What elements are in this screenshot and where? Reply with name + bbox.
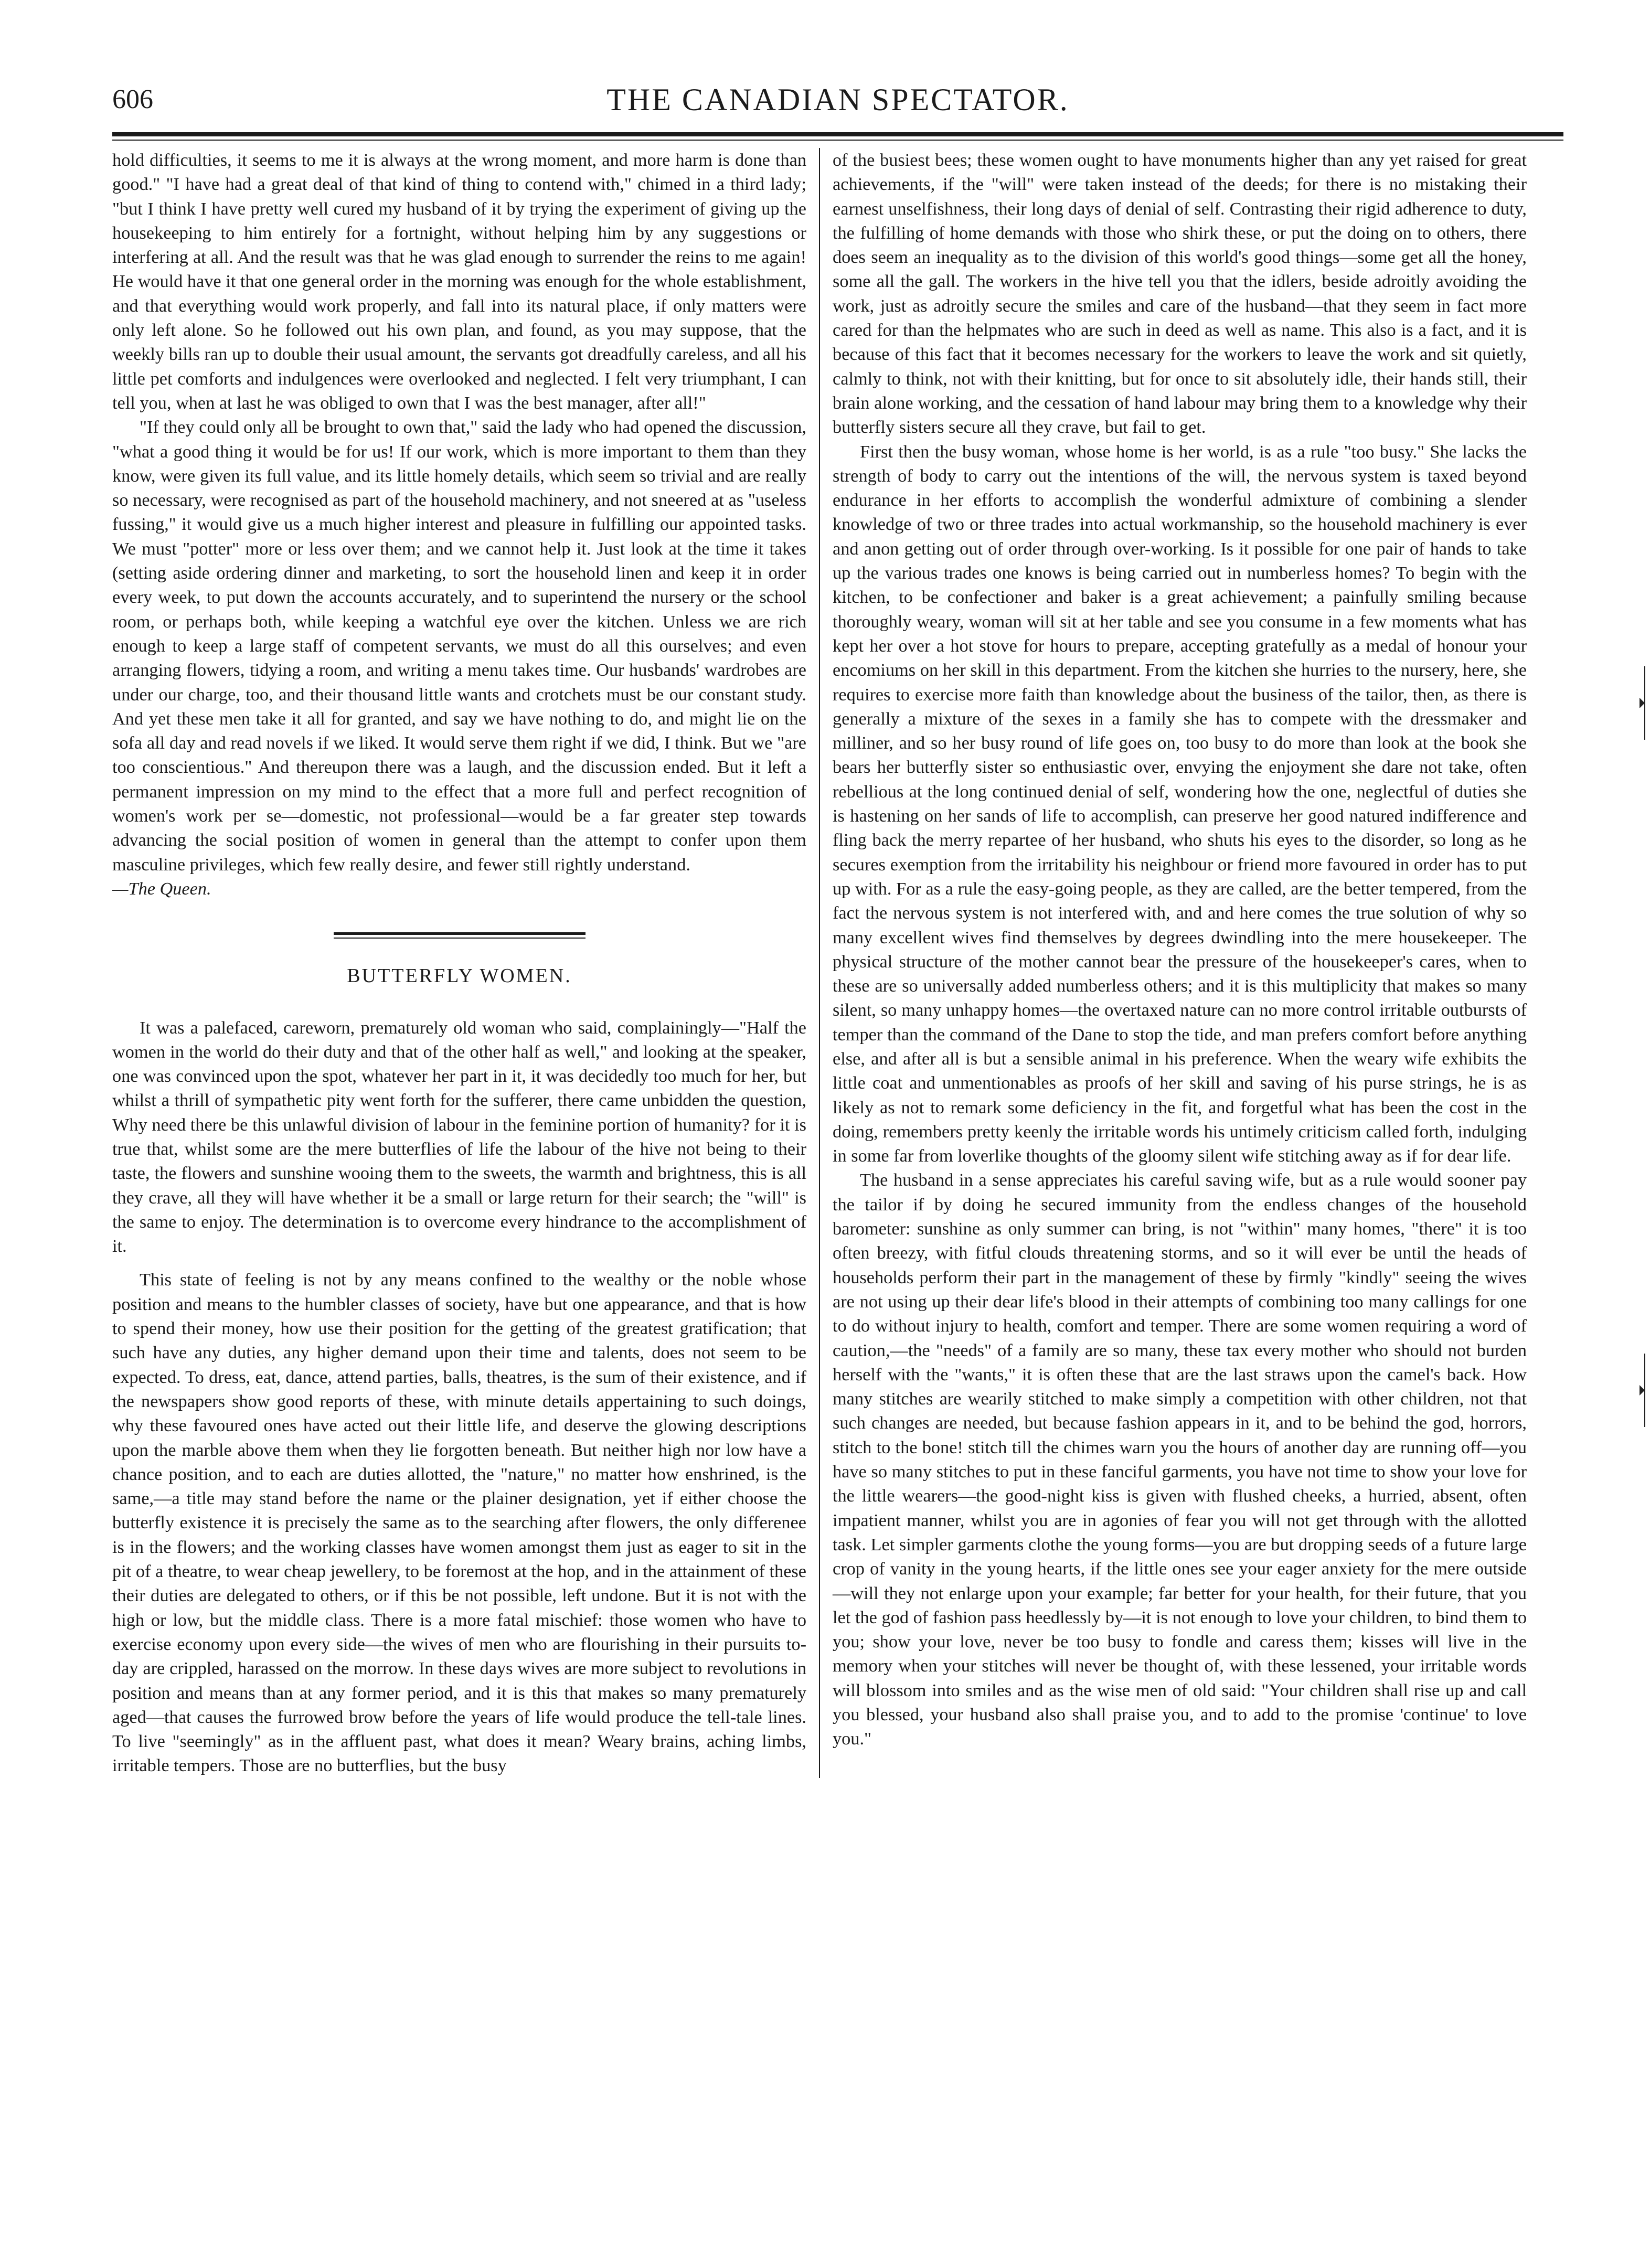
section-rule-thin [334,938,586,939]
page-header [112,79,1563,121]
paragraph: This state of feeling is not by any means confined to the wealthy or the noble whose position and means to the humbler classes of society, have but one appearance, and that is how to spend their money, how use their position for the getting of the greatest gratification; that such have any duties, any higher demand upon their time and talents, does not seem to be expected. To dress, eat, dance, attend parties, balls, theatres, is the sum of their existence, and if the newspapers show good reports of these, with minute details appertaining to such doings, why these favoured ones have acted out their little life, and deserve the glowing descriptions upon the marble above them when they lie forgotten beneath. But neither high nor low have a chance position, and to each are duties allotted, the "nature," no matter how enshrined, is the same,—a title may stand before the name or the plainer designation, yet if either choose the butterfly existence it is precisely the same as to the searching after flowers, the only differenee is in the flowers; and the working classes have women amongst them just as eager to sit in the pit of a theatre, to wear cheap jewellery, to be foremost at the hop, and in the attainment of these their duties are delegated to others, or if this be not possible, left undone. But it is not with the high or low, but the middle class. There is a more fatal mischief: those women who have to exercise economy upon every side—the wives of men who are flourishing in their pursuits to-day are crippled, harassed on the morrow. In these days wives are more subject to revolutions in position and means than at any former period, and it is this that makes so many prematurely aged—that causes the furrowed brow before the years of life would produce the tell-tale lines. To live "seemingly" as in the affluent past, what does it mean? Weary brains, aching limbs, irritable tempers. Those are no butterflies, but the busy [112,1270,806,1776]
masthead-title: THE CANADIAN SPECTATOR. [606,82,1069,117]
margin-mark [1635,1354,1650,1427]
paragraph: It was a palefaced, careworn, prematurely old woman who said, complainingly—"Half the women in the world do their duty and that of the other half as well," and looking at the speaker, one was convinced upon the spot, whatever her part in it, it was decidedly too much for her, but whilst a thrill of sympathetic pity went forth for the sufferer, there came unbidden the question, Why need there be this unlawful division of labour in the feminine portion of humanity? for it is true that, whilst some are the mere butterflies of life the labour of the hive not being to their taste, the flowers and sunshine wooing them to the sweets, the warmth and brightness, this is all they crave, all they will have whether it be a small or large return for their search; the "will" is the same to enjoy. The determination is to overcome every hindrance to the accomplishment of it. [112,1017,806,1257]
paragraph: First then the busy woman, whose home is her world, is as a rule "too busy." She lacks the strength of body to carry out the intentions of the will, the nervous system is taxed beyond endurance in her efforts to accomplish the wonderful admixture of combining a slender knowledge of two or three trades into actual workmanship, so the household machinery is ever and anon getting out of order through over-working. Is it possible for one pair of hands to take up the various trades one knows is being carried out in numberless homes? To begin with the kitchen, to be confectioner and baker is a great achievement; a painfully smiling because thoroughly weary, woman will sit at her table and see you consume in a few moments what has kept her over a hot stove for hours to prepare, accepting gratefully as a medal of honour your encomiums on her skill in this department. From the kitchen she hurries to the nursery, here, she requires to exercise more faith than knowledge about the business of the tailor, then, as there is generally a mixture of the sexes in a family she has to compete with the dressmaker and milliner, and so her busy round of life goes on, too busy to do more than look at the book she bears her butterfly sister so enthusiastic over, envying the enjoyment she dare not take, often rebellious at the long continued denial of self, wondering how the one, neglectful of duties she is hastening on her sands of life to accomplish, can preserve her good natured indifference and fling back the merry repartee of her husband, who shuts his eyes to the disorder, so long as he secures exemption from the irritability his neighbour or friend more favoured in order has to put up with. For as a rule the easy-going people, as they are called, are the better tempered, from the fact the nervous system is not interfered with, and and here comes the true solution of why so many excellent wives find themselves by degrees dwindling into the mere housekeeper. The physical structure of the mother cannot bear the pressure of the housekeeper's cares, when to these are so universally added numberless others; and it is this multiplicity that makes so many silent, so many unhappy homes—the overtaxed nature can no more control irritable outbursts of temper than the command of the Dane to stop the tide, and man prefers comfort before anything else, and after all is but a sensible animal in his preference. When the weary wife exhibits the little coat and unmentionables as proofs of her skill and saving of his purse strings, he is as likely as not to remark some deficiency in the fit, and forgetful what has been the cost in the doing, remembers pretty keenly the irritable words his untimely criticism called forth, indulging in some far from loverlike thoughts of the gloomy silent wife stitching away as if for dear life. [833,441,1527,1166]
right-column [820,148,1527,1778]
paragraph: hold difficulties, it seems to me it is always at the wrong moment, and more harm is done than good." "I have had a great deal of that kind of thing to contend with," chimed in a third lady; "but I think I have pretty well cured my husband of it by trying the experiment of giving up the housekeeping to him entirely for a fortnight, without helping him by any suggestions or interfering at all. And the result was that he was glad enough to surrender the reins to me again! He would have it that one general order in the morning was enough for the whole establishment, and that everything would work properly, and fall into its natural place, if only matters were only left alone. So he followed out his own plan, and found, as you may suppose, that the weekly bills ran up to double their usual amount, the servants got dreadfully careless, and all his little pet comforts and indulgences were overlooked and neglected. I felt very triumphant, I can tell you, when at last he was obliged to own that I was the best manager, after all!" [112,150,806,413]
page-number: 606 [112,84,153,114]
left-column [112,148,819,1778]
paragraph: "If they could only all be brought to own that," said the lady who had opened the discussion, "what a good thing it would be for us! If our work, which is more important to them than they know, were given its full value, and its little homely details, which seem so trivial and are really so necessary, were recognised as part of the household machinery, and not sneered at as "useless fussing," it would give us a much higher interest and pleasure in fulfilling our appointed tasks. We must "potter" more or less over them; and we cannot help it. Just look at the time it takes (setting aside ordering dinner and marketing, to sort the household linen and keep it in order every week, to put down the accounts accurately, and to superintend the nursery or the school room, or perhaps both, while keeping a watchful eye over the kitchen. Unless we are rich enough to keep a large staff of competent servants, we must do all this ourselves; and even arranging flowers, tidying a room, and writing a menu takes time. Our husbands' wardrobes are under our charge, too, and their thousand little wants and crotchets must be our constant study. And yet these men take it all for granted, and say we have nothing to do, and might lie on the sofa all day and read novels if we liked. It would serve them right if we did, I think. But we "are too conscientious." And thereupon there was a laugh, and the discussion ended. But it left a permanent impression on my mind to the effect that a more full and perfect recognition of women's work per se—domestic, not professional—would be a far greater step towards advancing the social position of women in general than the attempt to confer upon them masculine privileges, which few really desire, and fewer still rightly understand. [112,417,806,875]
section-rule [334,932,586,935]
article-columns [112,148,1563,1778]
section-title: BUTTERFLY WOMEN. [347,965,572,987]
source-attribution: —The Queen. [112,878,211,899]
paragraph: of the busiest bees; these women ought to have monuments higher than any yet raised for great achievements, if the "will" were taken instead of the deeds; for there is no mistaking their earnest unselfishness, their long days of denial of self. Contrasting their rigid adherence to duty, the fulfilling of home demands with those who shirk these, or put the doing on to others, there does seem an inequality as to the division of this world's good things—some get all the honey, some all the gall. The workers in the hive tell you that the idlers, beside adroitly avoiding the work, just as adroitly secure the smiles and care of the husband—that they seem in fact more cared for than the helpmates who are such in deed as well as name. This also is a fact, and it is because of this fact that it becomes necessary for the workers to leave the work and sit quietly, calmly to think, not with their knitting, but for once to sit absolutely idle, their hands still, their brain alone working, and the cessation of hand labour may bring them to a knowledge why their butterfly sisters secure all they crave, but fail to get. [833,150,1527,438]
margin-mark [1635,666,1650,740]
header-rule-thin [112,140,1563,141]
paragraph-gap [112,1258,806,1268]
paragraph: The husband in a sense appreciates his careful saving wife, but as a rule would sooner pay the tailor if by doing he secured immunity from the endless changes of the household barometer: sunshine as only summer can bring, is not "within" many homes, "there" it is too often breezy, with fitful clouds threatening storms, and so it will ever be until the heads of households perform their part in the management of these by firmly "kindly" seeing the wives are not using up their dear life's blood in their attempts of combining too many callings for one to do without injury to health, comfort and temper. There are some women requiring a word of caution,—the "needs" of a family are so many, these tax every mother who should not burden herself with the "wants," it is often these that are the last straws upon the camel's back. How many stitches are wearily stitched to make simply a competition with other children, not that such changes are needed, but because fashion appears in it, and to be behind the god, horrors, stitch to the bone! stitch till the chimes warn you the hours of another day are running off—you have so many stitches to put in these fanciful garments, you have not time to show your love for the little wearers—the good-night kiss is given with flushed cheeks, a hurried, absent, often impatient manner, whilst you are in agonies of fear you will not get through with the allotted task. Let simpler garments clothe the young forms—you are but dropping seeds of a future large crop of vanity in the young hearts, if the little ones see your eager anxiety for the mere outside—will they not enlarge upon your example; far better for your health, for their future, that you let the god of fashion pass heedlessly by—it is not enough to love your children, to bind them to you; show your love, never be too busy to fondle and caress them; kisses will live in the memory when your stitches will never be thought of, with these lessened, your irritable words will blossom into smiles and as the wise men of old said: "Your children shall rise up and call you blessed, your husband also shall praise you, and to add to the promise 'continue' to love you." [833,1170,1527,1749]
header-rule-thick [112,132,1563,136]
newspaper-page [112,79,1563,2214]
